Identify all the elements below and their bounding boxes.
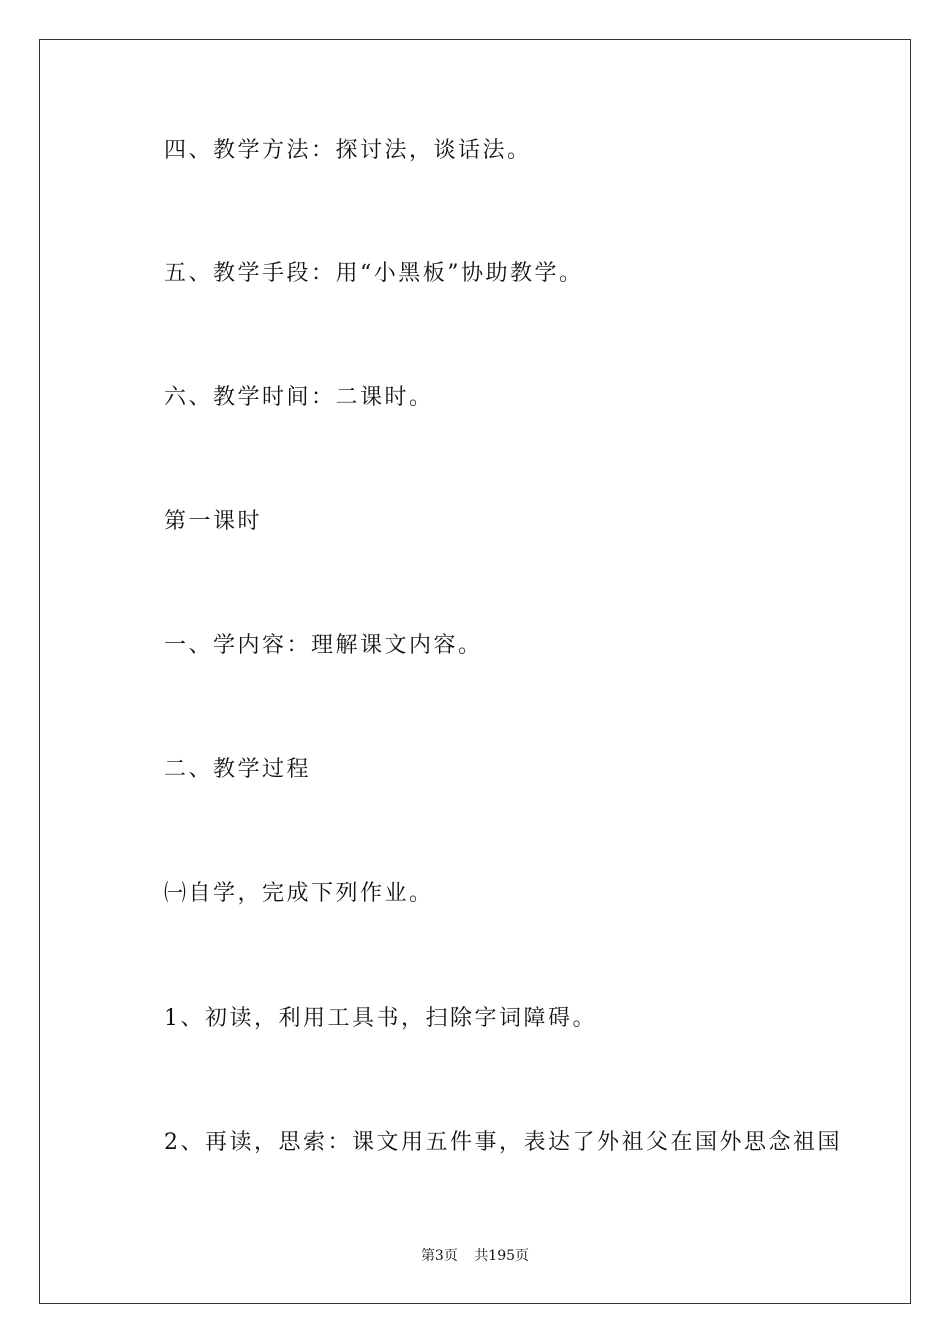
- total-pages: 共195页: [474, 1248, 530, 1264]
- paragraph-learning-content: 一、学内容：理解课文内容。: [164, 633, 483, 658]
- page-footer: [0, 1246, 950, 1266]
- paragraph-teaching-means: 五、教学手段：用“小黑板”协助教学。: [164, 261, 584, 286]
- paragraph-first-reading: 1、初读，利用工具书，扫除字词障碍。: [164, 1006, 597, 1031]
- paragraph-second-reading: 2、再读，思索：课文用五件事，表达了外祖父在国外思念祖国: [164, 1130, 842, 1155]
- paragraph-teaching-time: 六、教学时间：二课时。: [164, 385, 434, 410]
- page-number: 第3页: [420, 1248, 458, 1264]
- paragraph-teaching-process: 二、教学过程: [164, 757, 312, 782]
- page-border: [39, 39, 911, 1304]
- paragraph-teaching-method: 四、教学方法：探讨法，谈话法。: [164, 138, 532, 163]
- paragraph-self-study: ㈠自学，完成下列作业。: [164, 881, 434, 906]
- section-heading-first-lesson: 第一课时: [164, 509, 263, 534]
